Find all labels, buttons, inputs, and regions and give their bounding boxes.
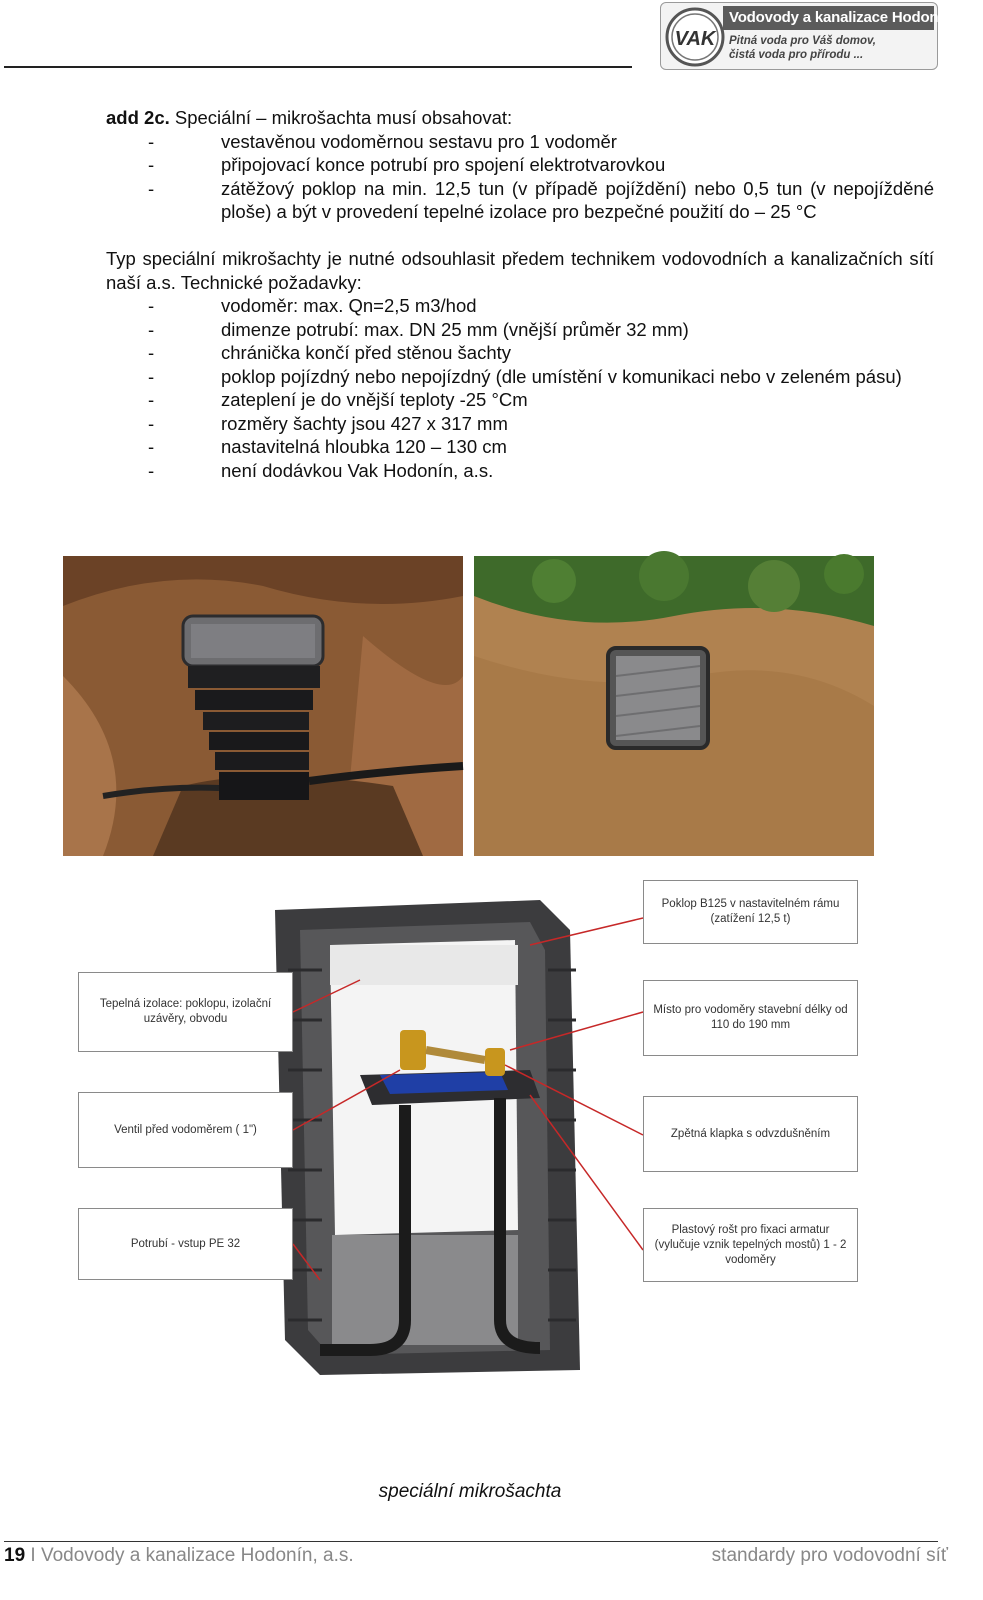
list-item-text: poklop pojízdný nebo nepojízdný (dle umístění v komunikaci nebo v zeleném pásu)	[221, 365, 902, 387]
list-item-text: rozměry šachty jsou 427 x 317 mm	[221, 412, 508, 434]
microshaft-diagram	[60, 870, 880, 1390]
list-dash: -	[148, 365, 155, 387]
list-item	[106, 177, 934, 224]
photo-installed-lid	[474, 556, 874, 856]
label-pipe-in: Potrubí - vstup PE 32	[78, 1208, 293, 1280]
list-dash: -	[148, 295, 155, 316]
list-item-text: dimenze potrubí: max. DN 25 mm (vnější průměr 32 mm)	[221, 318, 689, 340]
section-heading-text: Speciální – mikrošachta musí obsahovat:	[169, 107, 513, 128]
vak-emblem-icon	[665, 7, 725, 67]
photo-shaft-in-trench	[63, 556, 463, 856]
header-rule	[4, 66, 632, 68]
company-logo	[660, 2, 983, 70]
list-item	[106, 388, 934, 412]
list-item-text: vodoměr: max. Qn=2,5 m3/hod	[221, 295, 477, 316]
list-dash: -	[148, 154, 155, 175]
contents-list	[106, 130, 934, 224]
list-item-text: zateplení je do vnější teploty -25 °Cm	[221, 389, 528, 410]
list-item	[106, 130, 934, 154]
list-item-text: připojovací konce potrubí pro spojení elektrotvarovkou	[221, 154, 666, 175]
list-item	[106, 294, 934, 318]
figure-caption: speciální mikrošachta	[378, 1481, 562, 1502]
company-banner: Vodovody a kanalizace Hodonín, a.s.	[723, 6, 934, 30]
page-number: 19	[4, 1545, 26, 1566]
section-heading	[106, 106, 934, 130]
requirements-list	[106, 294, 934, 482]
label-insulation: Tepelná izolace: poklopu, izolační uzávěry, obvodu	[78, 972, 293, 1052]
tagline-line-2: čistá voda pro přírodu ...	[729, 49, 864, 61]
list-dash: -	[148, 130, 155, 152]
label-grate: Plastový rošt pro fixaci armatur (vylučuje vznik tepelných mostů) 1 - 2 vodoměry	[643, 1208, 858, 1282]
list-item-text: není dodávkou Vak Hodonín, a.s.	[221, 459, 494, 481]
list-dash: -	[148, 318, 155, 340]
footer-left	[4, 1545, 354, 1567]
footer-separator: I	[25, 1545, 41, 1566]
list-item	[106, 318, 934, 342]
list-item-text: zátěžový poklop na min. 12,5 tun (v případě pojíždění) nebo 0,5 tun (v nepojížděné ploše) a být v provedení tepelné izolace pro bezpečné použití do – 25 °C	[221, 177, 934, 222]
label-check-valve: Zpětná klapka s odvzdušněním	[643, 1096, 858, 1172]
list-item	[106, 341, 934, 365]
list-item	[106, 435, 934, 459]
label-meter-place: Místo pro vodoměry stavební délky od 110 do 190 mm	[643, 980, 858, 1056]
list-item	[106, 365, 934, 389]
list-dash: -	[148, 389, 155, 410]
tagline-line-1: Pitná voda pro Váš domov,	[729, 35, 876, 47]
footer-company: Vodovody a kanalizace Hodonín, a.s.	[40, 1545, 354, 1566]
list-item-text: nastavitelná hloubka 120 – 130 cm	[221, 436, 507, 457]
list-item-text: chránička končí před stěnou šachty	[221, 342, 511, 363]
list-item-text: vestavěnou vodoměrnou sestavu pro 1 vodoměr	[221, 130, 617, 152]
list-dash: -	[148, 177, 155, 199]
list-dash: -	[148, 459, 155, 481]
list-dash: -	[148, 412, 155, 434]
label-valve: Ventil před vodoměrem ( 1")	[78, 1092, 293, 1168]
logo-letters: VAK	[674, 28, 716, 50]
list-item	[106, 459, 934, 483]
list-dash: -	[148, 436, 155, 457]
footer-document-title: standardy pro vodovodní síť	[711, 1545, 948, 1566]
list-item	[106, 153, 934, 177]
list-item	[106, 412, 934, 436]
section-content	[106, 106, 934, 482]
list-dash: -	[148, 342, 155, 363]
footer-rule	[4, 1541, 938, 1542]
label-lid: Poklop B125 v nastavitelném rámu (zatížení 12,5 t)	[643, 880, 858, 944]
requirements-paragraph: Typ speciální mikrošachty je nutné odsouhlasit předem technikem vodovodních a kanalizačních sítí naší a.s. Technické požadavky:	[106, 248, 934, 293]
section-number: add 2c.	[106, 107, 170, 128]
logo-tagline	[729, 34, 876, 62]
